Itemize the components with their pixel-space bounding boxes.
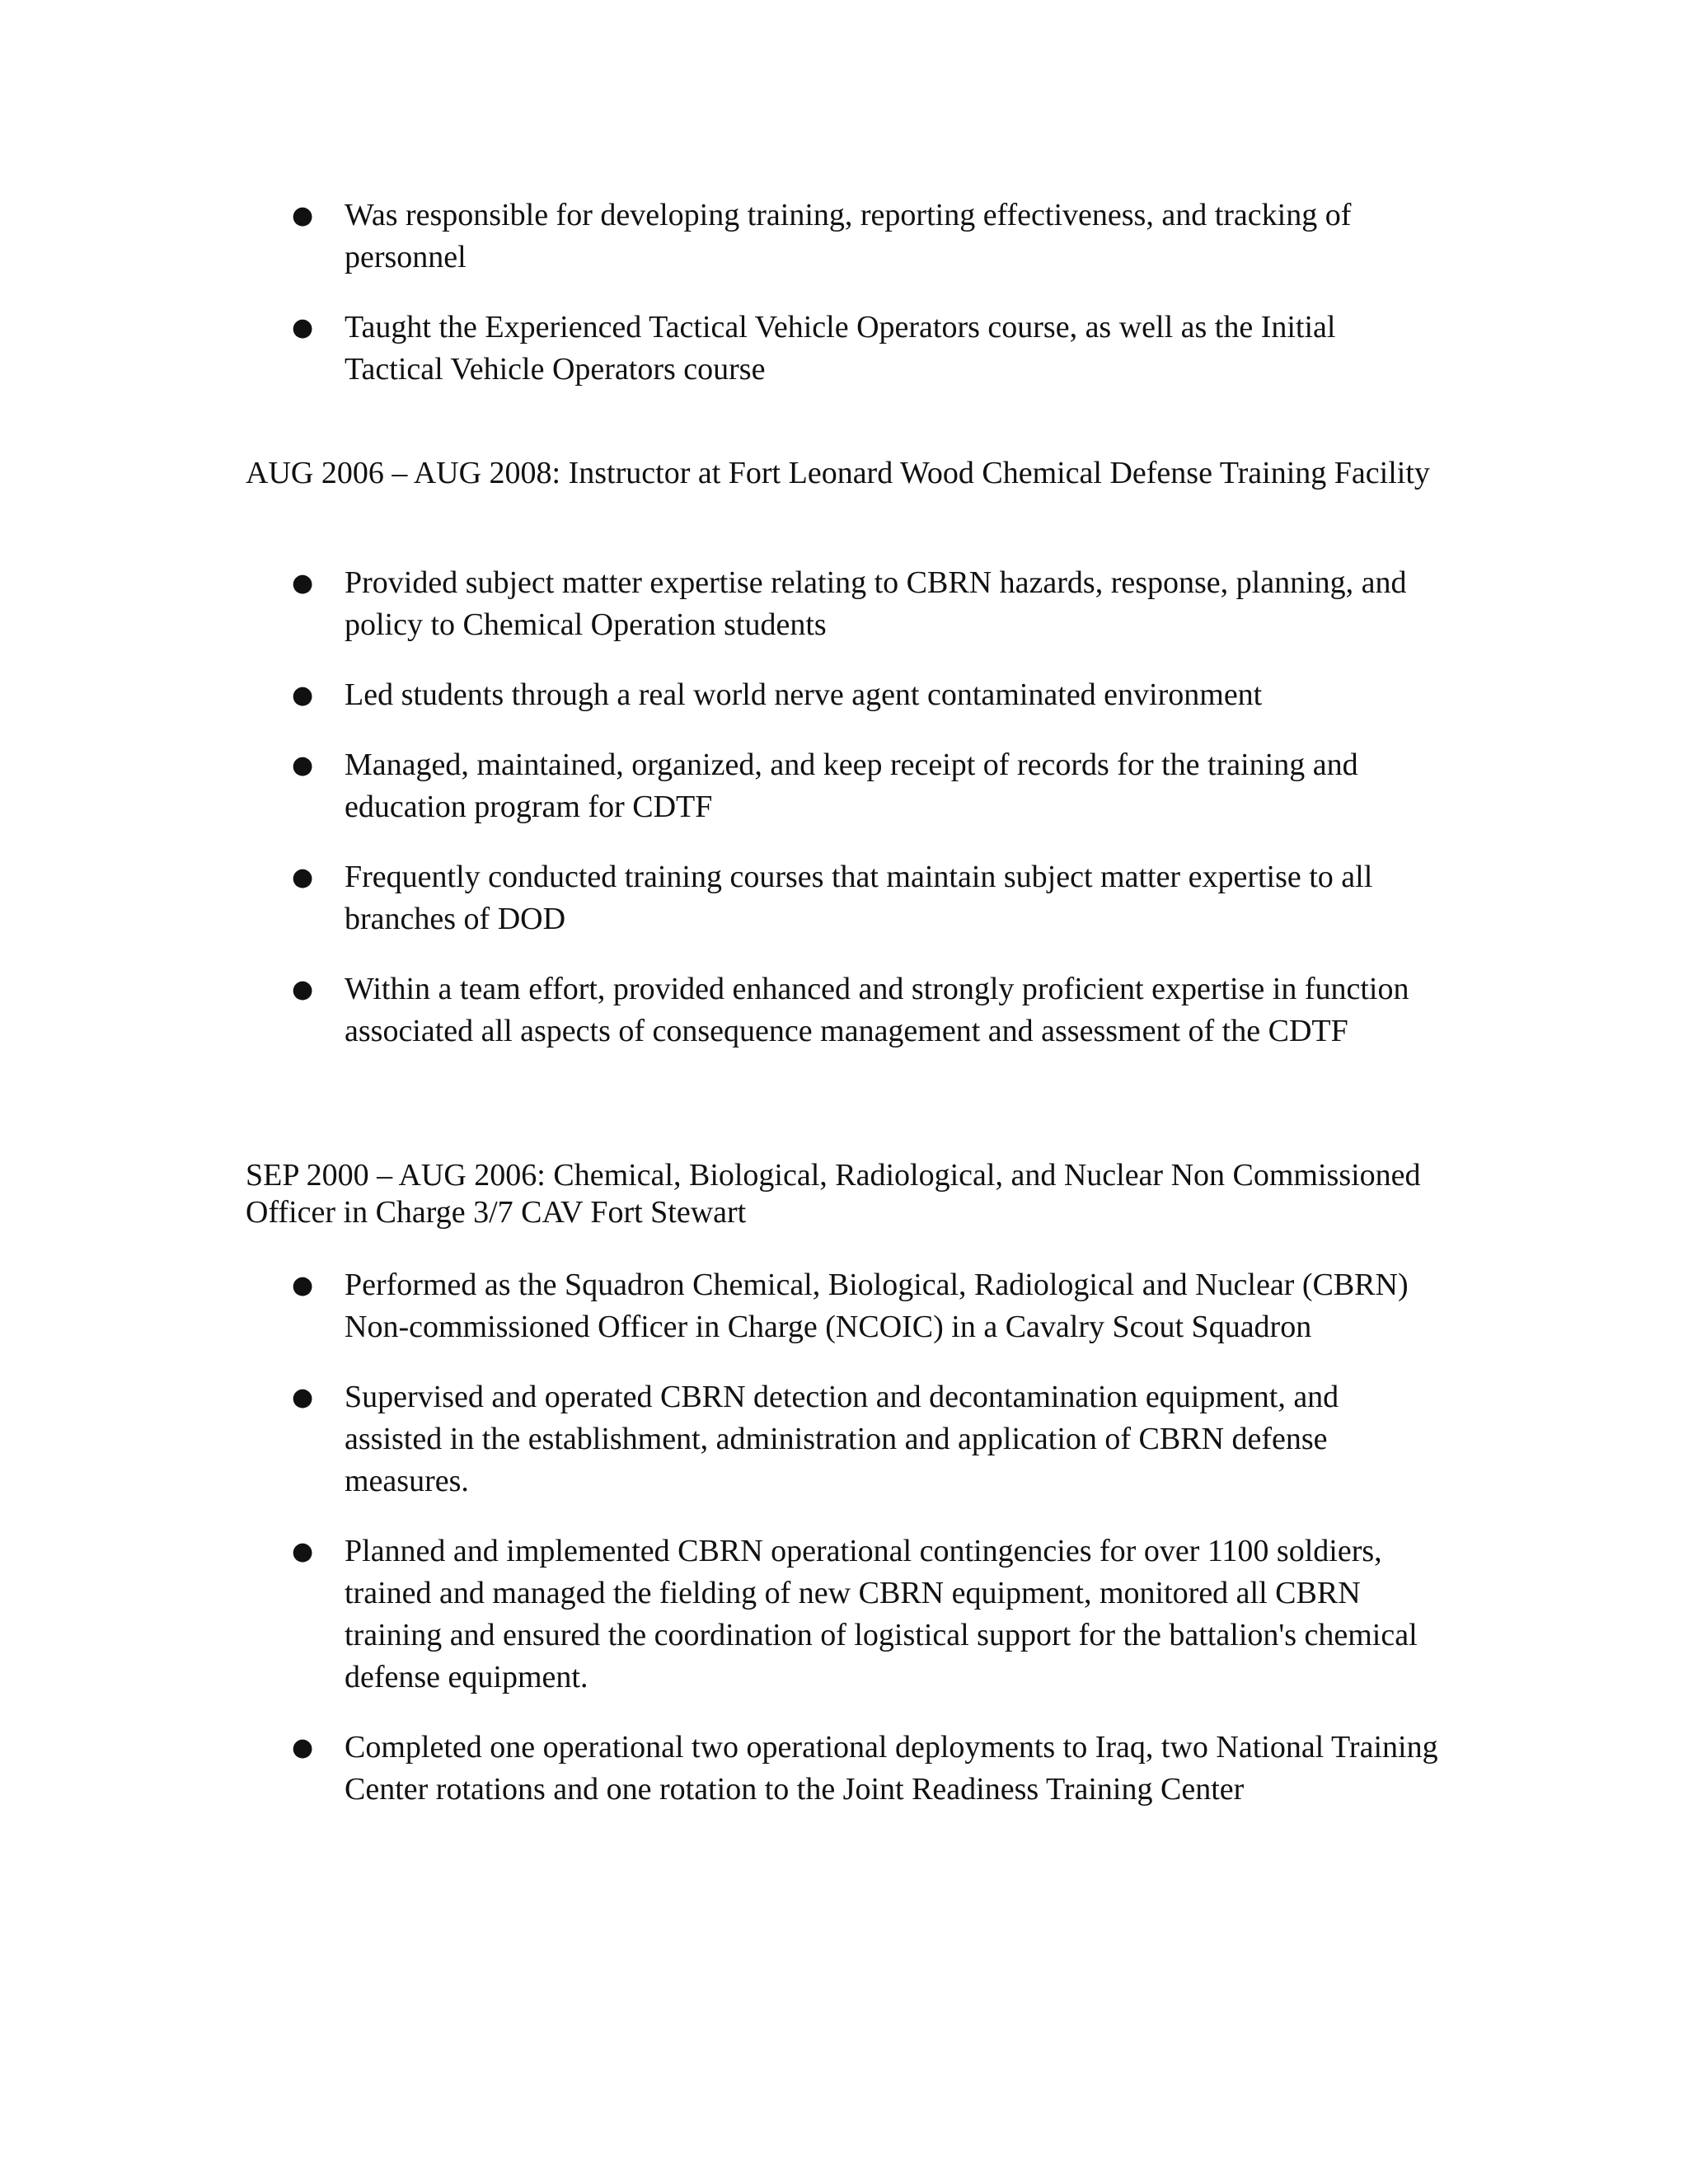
bullet-text: Provided subject matter expertise relating to CBRN hazards, response, planning, and policy to Chemical Operation students (345, 565, 1407, 642)
bullet-text: Frequently conducted training courses that maintain subject matter expertise to all branches of DOD (345, 860, 1373, 936)
bullet-text: Supervised and operated CBRN detection and decontamination equipment, and assisted in the establishment, administration and application of CBRN defense measures. (345, 1380, 1339, 1498)
bullet-icon: ● (292, 569, 314, 598)
list-item (0, 1727, 1441, 1811)
bullet-text: Within a team effort, provided enhanced and strongly proficient expertise in function associated all aspects of consequence management and assessment of the CDTF (345, 972, 1409, 1048)
section-heading: AUG 2006 – AUG 2008: Instructor at Fort Leonard Wood Chemical Defense Training Facility (246, 456, 1430, 490)
bullet-text: Taught the Experienced Tactical Vehicle Operators course, as well as the Initial Tactical Vehicle Operators course (345, 310, 1336, 387)
bullet-icon: ● (292, 975, 314, 1004)
bullet-text: Led students through a real world nerve agent contaminated environment (345, 677, 1263, 712)
bullet-icon: ● (292, 313, 314, 342)
bullet-text: Managed, maintained, organized, and keep receipt of records for the training and education program for CDTF (345, 748, 1358, 824)
list-item (0, 1264, 1441, 1348)
bullet-icon: ● (292, 201, 314, 230)
bullet-text: Performed as the Squadron Chemical, Biological, Radiological and Nuclear (CBRN) Non-commissioned Officer in Charge (NCOIC) in a Cavalry Scout Squadron (345, 1268, 1409, 1344)
bullet-icon: ● (292, 1733, 314, 1762)
bullet-icon: ● (292, 1383, 314, 1412)
bullet-icon: ● (292, 681, 314, 710)
section-top (0, 194, 1688, 419)
bullet-icon: ● (292, 863, 314, 892)
list-item (0, 194, 1441, 279)
bullet-icon: ● (292, 1537, 314, 1566)
bullet-list (0, 562, 1688, 1052)
bullet-list (0, 194, 1688, 391)
list-item (0, 1530, 1441, 1699)
list-item (0, 562, 1441, 646)
list-item (0, 307, 1441, 391)
list-item (0, 968, 1441, 1052)
bullet-list (0, 1264, 1688, 1811)
section-instructor (0, 562, 1688, 1080)
bullet-icon: ● (292, 751, 314, 780)
list-item (0, 856, 1441, 940)
list-item (0, 1376, 1441, 1502)
bullet-icon: ● (292, 1271, 314, 1300)
section-cbrn (0, 1264, 1688, 1839)
section-heading: SEP 2000 – AUG 2006: Chemical, Biological, Radiological, and Nuclear Non Commissioned Officer in Charge 3/7 CAV Fort Stewart (246, 1158, 1421, 1230)
list-item (0, 744, 1441, 828)
list-item (0, 674, 1441, 716)
bullet-text: Planned and implemented CBRN operational contingencies for over 1100 soldiers, trained and managed the fielding of new CBRN equipment, monitored all CBRN training and ensured the coordination of logistical support for the battalion's chemical defense equipment. (345, 1534, 1418, 1694)
bullet-text: Completed one operational two operational deployments to Iraq, two National Training Center rotations and one rotation to the Joint Readiness Training Center (345, 1730, 1438, 1807)
bullet-text: Was responsible for developing training, reporting effectiveness, and tracking of personnel (345, 198, 1352, 274)
